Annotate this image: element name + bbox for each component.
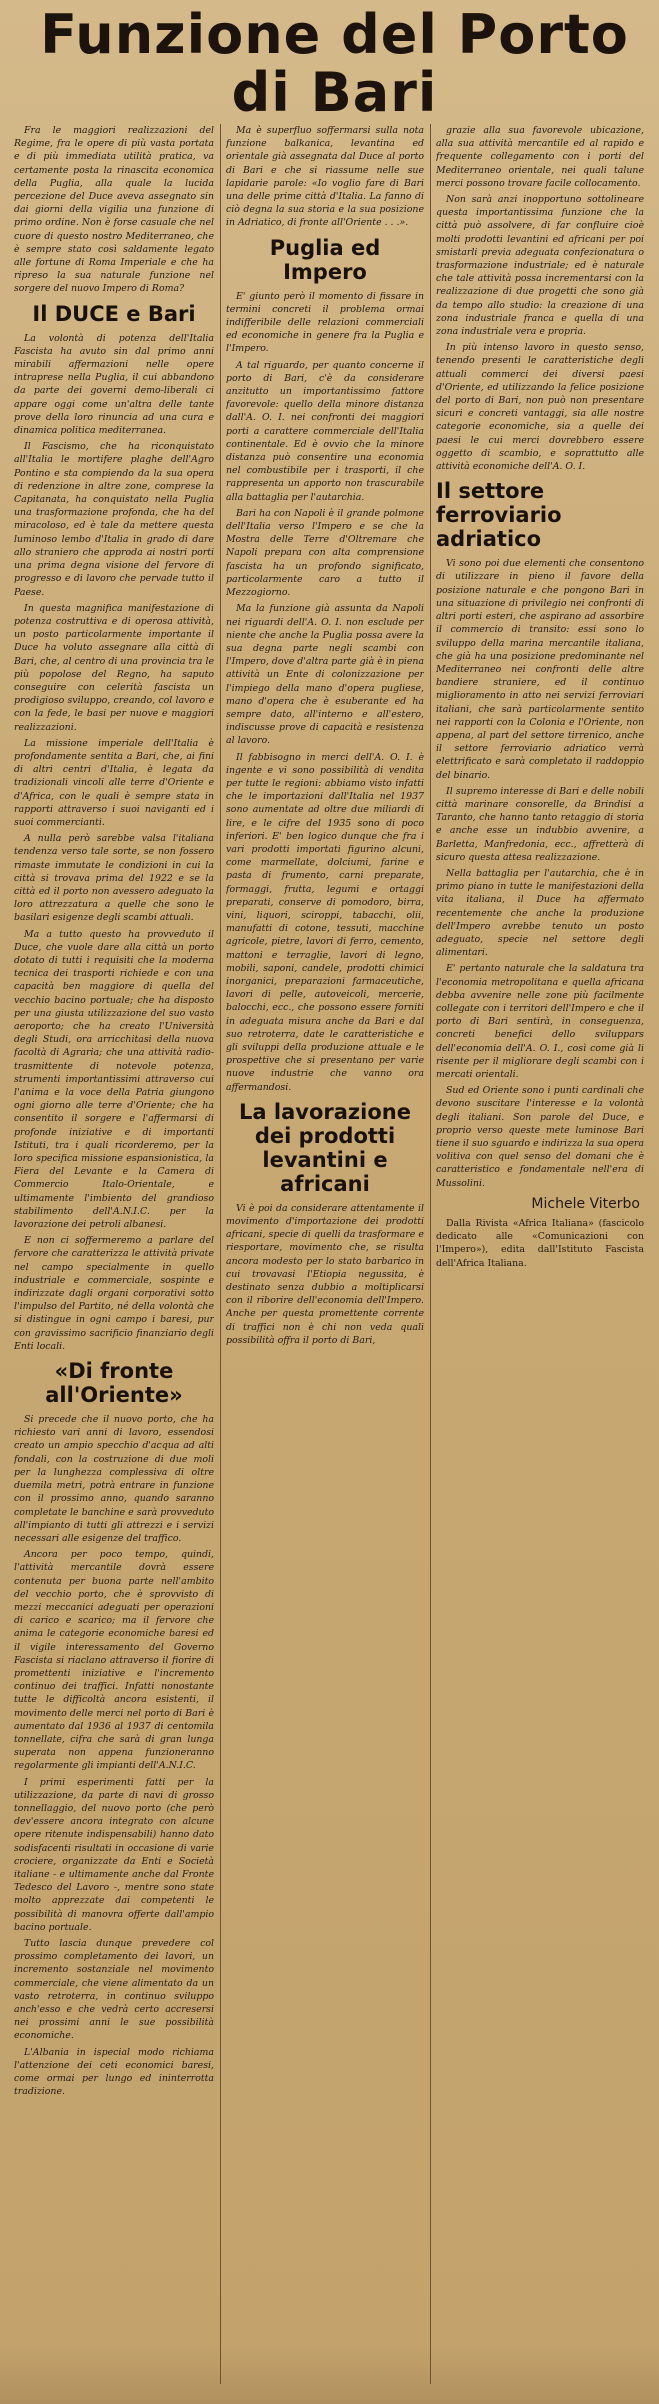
paragraph: In questa magnifica manifestazione di potenza costruttiva e di operosa attività, un posto particolarmente importante il Duce ha voluto assegnare alla città di Bari, che, al centro di una provincia tra le più popolose del Regno, ha saputo conseguire con celerità fascista un prodigioso sviluppo, creando, col lavoro e con la fede, le basi per nuove e maggiori realizzazioni. xyxy=(14,602,214,733)
column-divider xyxy=(220,124,221,2384)
column-2 xyxy=(226,124,424,2384)
column-divider xyxy=(430,124,431,2384)
source-note: Dalla Rivista «Africa Italiana» (fascicolo dedicato alle «Comunicazioni con l'Impero»), edita dall'Istituto Fascista dell'Africa Italiana. xyxy=(436,1218,644,1269)
paragraph: Vi è poi da considerare attentamente il movimento d'importazione dei prodotti africani, specie di quelli da trasformare e riesportare, movimento che, se risulta ancora modesto per lo stato barbarico in cui trovavasi l'Etiopia negussita, è destinato senza dubbio a moltiplicarsi con il riborire dell'economia dell'Impero. Anche per questa promettente corrente di traffici non è chi non veda quali possibilità offra il porto di Bari, xyxy=(226,1202,424,1346)
paragraph: Il Fascismo, che ha riconquistato all'Italia le mortifere plaghe dell'Agro Pontino e sta compiendo da la sua opera di redenzione in altre zone, comprese la Capitanata, ha conquistato nella Puglia una trasformazione profonda, che ha del miracoloso, ed è tale da mettere questa luminoso lembo d'Italia in grado di dare allo straniero che approda ai nostri porti una prima degna visione del fervore di progresso e di lavoro che pervade tutto il Paese. xyxy=(14,441,214,598)
paragraph: Sud ed Oriente sono i punti cardinali che devono suscitare l'interesse e la volontà degli italiani. Son parole del Duce, e proprio verso queste mete luminose Bari tiene il suo sguardo e indirizza la sua opera volitiva con quel senso del domani che è caratteristico e fondamentale nell'era di Mussolini. xyxy=(436,1085,644,1189)
paragraph: Bari ha con Napoli è il grande polmone dell'Italia verso l'Impero e se che la Mostra delle Terre d'Oltremare che Napoli prepara con alta comprensione fascista ha un profondo significato, particolarmente caro a tutto il Mezzogiorno. xyxy=(226,507,424,599)
headline: Funzione del Porto di Bari xyxy=(40,3,629,124)
paragraph: grazie alla sua favorevole ubicazione, alla sua attività mercantile ed al rapido e frequente collegamento con i porti del Mediterraneo orientale, nei quali talune merci possono trovare facile collocamento. xyxy=(436,125,644,189)
paragraph: Ma la funzione già assunta da Napoli nei riguardi dell'A. O. I. non esclude per niente che anche la Puglia possa avere la sua degna parte negli scambi con l'Impero, dove d'altra parte già è in piena attività un Ente di colonizzazione per l'impiego della mano d'opera pugliese, mano d'opera che è esuberante ed ha sempre dato, all'interno e all'estero, indiscusse prove di capacità e resistenza al lavoro. xyxy=(226,603,424,747)
paragraph: Nella battaglia per l'autarchia, che è in primo piano in tutte le manifestazioni della vita italiana, il Duce ha affermato recentemente che anche la produzione dell'Impero avrebbe tenuto un posto adeguato, specie nel settore degli alimentari. xyxy=(436,867,644,959)
paragraph: Non sarà anzi inopportuno sottolineare questa importantissima funzione che la città può assolvere, di far confluire cioè molti prodotti levantini ed africani per poi smistarli previa adeguata confezionatura o trasformazione industriale; ed è naturale che tale attività possa incrementarsi con la realizzazione di due progetti che sono già da tempo allo studio: la creazione di una zona industriale franca e quella di una zona industriale vera e propria. xyxy=(436,194,644,338)
paragraph: Il fabbisogno in merci dell'A. O. I. è ingente e vi sono possibilità di vendita per tutte le regioni: abbiamo visto infatti che le importazioni dall'Italia nel 1937 sono aumentate ad oltre due miliardi di lire, e le cifre del 1935 sono di poco inferiori. E' ben logico dunque che fra i vari prodotti importati figurino alcuni, come marmellate, dolciumi, farine e pasta di frumento, carni preparate, formaggi, frutta, legumi e ortaggi preparati, conserve di pomodoro, birra, vini, liquori, sciroppi, tabacchi, olii, manufatti di cotone, tessuti, macchine agricole, pietre, lavori di ferro, cemento, mattoni e terraglie, lavori di legno, mobili, saponi, candele, prodotti chimici inorganici, preparazioni farmaceutiche, lavori di pelle, autoveicoli, mercerie, balocchi, ecc., che possono essere forniti in adeguata misura anche da Bari e dal suo retroterra, date le caratteristiche e gli sviluppi della produzione attuale e le prospettive che si presentano per varie nuove industrie che vanno ora affermandosi. xyxy=(226,751,424,1093)
paragraph: Il supremo interesse di Bari e delle nobili città marinare consorelle, da Brindisi a Taranto, che hanno tanto retaggio di storia e anche esse un indubbio avvenire, a Barletta, Manfredonia, ecc., affretterà di sicuro questa attesa realizzazione. xyxy=(436,785,644,863)
column-3 xyxy=(436,124,644,2384)
author-signature: Michele Viterbo xyxy=(531,1195,640,1212)
paragraph: La volontà di potenza dell'Italia Fascista ha avuto sin dal primo anni mirabili affermazioni nelle opere intraprese nella Puglia, il cui abbandono da parte dei governi demo-liberali ci appare oggi come un'altra delle tante prove della loro rinuncia ad una cura e dinamica politica mediterranea. xyxy=(14,332,214,437)
section-heading: La lavorazione dei prodotti levantini e africani xyxy=(239,1099,411,1196)
column-1 xyxy=(14,124,214,2384)
paragraph: E' giunto però il momento di fissare in termini concreti il problema ormai indifferibile delle relazioni commerciali ed economiche in genere fra la Puglia e l'Impero. xyxy=(226,290,424,355)
paragraph: E' pertanto naturale che la saldatura tra l'economia metropolitana e quella africana debba avvenire nelle zone più facilmente collegate con i territori dell'Impero e che il porto di Bari sentirà, in conseguenza, concreti benefici dello sviluppars dell'economia dell'A. O. I., così come già li risente per il migliorare degli scambi con i mercati orientali. xyxy=(436,963,644,1080)
paragraph: Ancora per poco tempo, quindi, l'attività mercantile dovrà essere contenuta per buona parte nell'ambito del vecchio porto, che è sprovvisto di mezzi meccanici adeguati per operazioni di carico e scarico; ma il fervore che anima le categorie economiche baresi ed il vigile interessamento del Governo Fascista si riaclano attraverso il fiorire di promettenti iniziative e l'incremento continuo dei traffici. Infatti nonostante tutte le difficoltà ancora esistenti, il movimento delle merci nel porto di Bari è aumentato dal 1936 al 1937 di centomila tonnellate, cifra che sarà di gran lunga superata non appena funzioneranno regolarmente gli impianti dell'A.N.I.C. xyxy=(14,1549,214,1772)
paragraph: La missione imperiale dell'Italia è profondamente sentita a Bari, che, ai fini di altri centri d'Italia, è legata da tradizionali vincoli alle terre d'Oriente e d'Africa, con le quali è sempre stata in rapporti attraverso i suoi naviganti ed i suoi commercianti. xyxy=(14,737,214,828)
intro-paragraph: Fra le maggiori realizzazioni del Regime, fra le opere di più vasta portata e di più immediata utilità pratica, va certamente posta la rinascita economica della Puglia, alla quale la lucida percezione del Duce aveva assegnato sin dai giorni della vigilia una funzione di primo ordine. Non è forse casuale che nel cuore di questo nostro Mediterraneo, che è sempre stato così saldamente legato alle fortune di Roma Imperiale e che ha ripreso la sua naturale funzione nel sorgere del nuovo Impero di Roma? xyxy=(14,125,214,295)
paragraph: A nulla però sarebbe valsa l'italiana tendenza verso tale sorte, se non fossero rimaste immutate le condizioni in cui la città si trovava prima del 1922 e se la città ed il porto non avessero adeguato la loro attrezzatura a quelle che sono le basilari esigenze degli scambi attuali. xyxy=(14,833,214,924)
paragraph: Vi sono poi due elementi che consentono di utilizzare in pieno il favore della posizione naturale e che pongono Bari in una situazione di privilegio nei confronti di altri porti esteri, che aspirano ad assorbire il commercio di transito: essi sono lo sviluppo della marina mercantile italiana, che già ha una posizione predominante nel Mediterraneo nei confronti delle altre bandiere straniere, ed il continuo miglioramento in atto nei servizi ferroviari italiani, che sarà particolarmente sentito nei rapporti con la Colonia e l'Oriente, non appena, al part del settore tirrenico, anche il settore ferroviario adriatico verrà elettrificato e sarà completato il raddoppio del binario. xyxy=(436,558,644,781)
paragraph: Ma è superfluo soffermarsi sulla nota funzione balkanica, levantina ed orientale già assegnata dal Duce al porto di Bari e che si riassume nelle sue lapidarie parole: «Io voglio fare di Bari una delle prime città d'Italia. La fanno di ciò degna la sua storia e la sua posizione in Adriatico, di fronte all'Oriente . . .». xyxy=(226,125,424,229)
section-heading: Il settore ferroviario adriatico xyxy=(436,479,562,552)
section-heading: «Di fronte all'Oriente» xyxy=(45,1359,183,1408)
section-heading: Il DUCE e Bari xyxy=(32,301,196,326)
paragraph: Tutto lascia dunque prevedere col prossimo completamento dei lavori, un incremento sostanziale nel movimento commerciale, che viene alimentato da un vasto retroterra, in continuo sviluppo anch'esso e che vedrà certo accresersi nei prossimi anni le sue possibilità economiche. xyxy=(14,1938,214,2042)
paragraph: In più intenso lavoro in questo senso, tenendo presenti le caratteristiche degli attuali commerci dei diversi paesi d'Oriente, ed utilizzando la felice posizione del porto di Bari, non può non presentare sicuri e concreti vantaggi, sia alle nostre categorie economiche, sia a quelle dei paesi le cui merci dovrebbero essere oggetto di scambio, e soprattutto alle attività economiche dell'A. O. I. xyxy=(436,342,644,473)
paragraph: L'Albania in ispecial modo richiama l'attenzione dei ceti economici baresi, come ormai per lungo ed ininterrotta tradizione. xyxy=(14,2046,214,2098)
paragraph: Si precede che il nuovo porto, che ha richiesto vari anni di lavoro, essendosi creato un ampio specchio d'acqua ad alti fondali, con la costruzione di due moli per la lunghezza complessiva di oltre duemila metri, potrà entrare in funzione con il prossimo anno, quando saranno completate le banchine e sarà provveduto all'impianto di tutti gli attrezzi e i servizi necessari alle esigenze del traffico. xyxy=(14,1414,214,1544)
section-heading: Puglia ed Impero xyxy=(269,235,381,284)
paragraph: Ma a tutto questo ha provveduto il Duce, che vuole dare alla città un porto dotato di tutti i requisiti che la moderna tecnica dei trasporti richiede e con una capacità ben maggiore di quella del vecchio bacino portuale; che ha disposto per una giusta utilizzazione del suo vasto aeroporto; che ha creato l'Università degli Studi, ora arricchitasi della nuova facoltà di Agraria; che una attività radio-trasmittente di notevole potenza, strumenti importantissimi attraverso cui l'anima e la voce della Patria giungono ogni giorno alle terre d'Oriente; che ha consentito il sorgere e l'affermarsi di profonde iniziative e di importanti Istituti, tra i quali ricorderemo, per la loro specifica missione espansionistica, la Fiera del Levante e la Camera di Commercio Italo-Orientale, e ultimamente l'imbiento del grandioso stabilimento dell'A.N.I.C. per la lavorazione dei petroli albanesi. xyxy=(14,928,214,1231)
paragraph: E non ci soffermeremo a parlare del fervore che caratterizza le attività private nel campo specialmente in quello industriale e commerciale, sospinte e indirizzate dagli organi corporativi sotto l'impulso del Partito, né della volontà che si distingue in ogni campo i baresi, pur con gravissimo sacrificio finanziario degli Enti locali. xyxy=(14,1235,214,1352)
paragraph: A tal riguardo, per quanto concerne il porto di Bari, c'è da considerare anzitutto un importantissimo fattore favorevole: quello della minore distanza dall'A. O. I. nei confronti dei maggiori porti a carattere commerciale dell'Italia continentale. Ed è ovvio che la minore distanza può consentire una economia nel combustibile per i trasporti, il che rappresenta un apporto non trascurabile alla battaglia per l'autarchia. xyxy=(226,359,424,503)
paragraph: I primi esperimenti fatti per la utilizzazione, da parte di navi di grosso tonnellaggio, del nuovo porto (che però dev'essere ancora integrato con alcune opere ritenute indispensabili) hanno dato sodisfacenti risultati in occasione di varie crociere, organizzate da Enti e Società italiane - e ultimamente anche dal Fronte Tedesco del Lavoro -, mentre sono state molto apprezzate dai competenti le possibilità di manovra offerte dall'ampio bacino portuale. xyxy=(14,1776,214,1933)
